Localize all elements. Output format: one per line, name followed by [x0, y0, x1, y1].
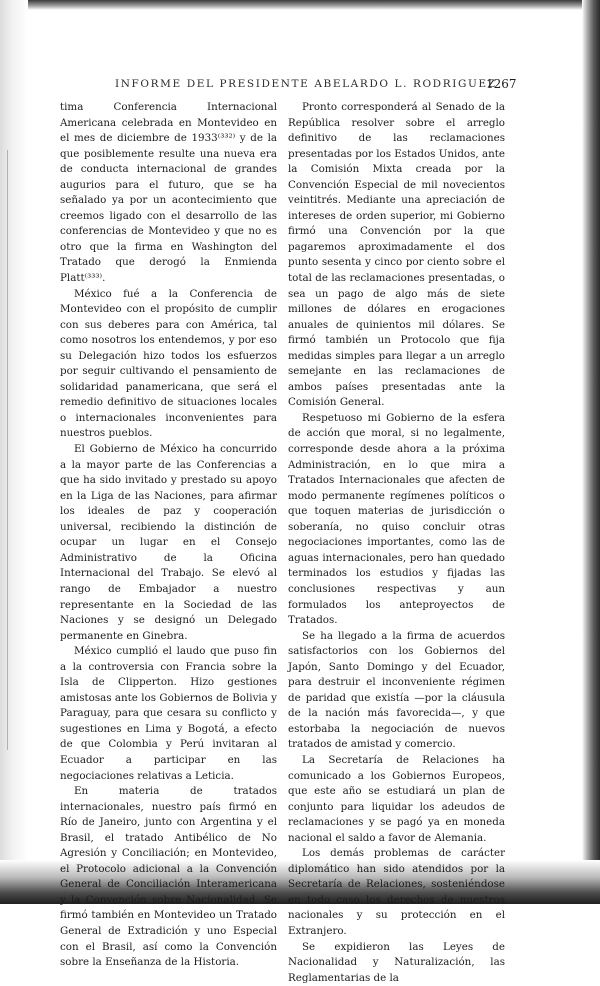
running-title: INFORME DEL PRESIDENTE ABELARDO L. RODRIGUEZ	[115, 78, 497, 90]
paragraph: En materia de tratados internacionales, nuestro país firmó en Río de Janeiro, junto con Argentina y el Brasil, el tratado Antibélico de No Agresión y Conciliación; en Montevideo, el Protocolo adicional a la Convención General de Conciliación Interamericana y la Convención sobre Nacionalidad. Se firmó también en Montevideo un Tratado General de Extradición y uno Especial con el Brasil, así como la Convención sobre la Enseñanza de la Historia.	[60, 785, 277, 969]
paragraph: México cumplió el laudo que puso fin a la controversia con Francia sobre la Isla de Clipperton. Hizo gestiones amistosas ante los Gobiernos de Bolivia y Paraguay, para que cesara su conflicto y sugestiones en Lima y Bogotá, a efecto de que Colombia y Perú invitaran al Ecuador a participar en las negociaciones relativas a Leticia.	[60, 645, 277, 782]
paragraph: Respetuoso mi Gobierno de la esfera de acción que moral, si no legalmente, corresponde desde ahora a la próxima Administración, en lo que mira a Tratados Internacionales que afecten de modo permanente regímenes políticos o que toquen materias de jurisdicción o soberanía, no quiso concluir otras negociaciones importantes, como las de aguas internacionales, pero han quedado terminados los estudios y fijadas las conclusiones respectivas y aun formulados los anteproyectos de Tratados.	[288, 411, 505, 627]
scan-top-shadow	[0, 0, 600, 10]
scan-left-edge	[0, 0, 28, 904]
right-column	[288, 100, 505, 986]
left-column	[60, 100, 277, 971]
page-number: 1267	[486, 77, 517, 91]
paragraph: El Gobierno de México ha concurrido a la mayor parte de las Conferencias a que ha sido invitado y prestado su apoyo en la Liga de las Naciones, para afirmar los ideales de paz y cooperación universal, recibiendo la distinción de ocupar un lugar en el Consejo Administrativo de la Oficina Internacional del Trabajo. Se elevó al rango de Embajador a nuestro representante en la Sociedad de las Naciones y se designó un Delegado permanente en Ginebra.	[60, 443, 277, 642]
paragraph: Pronto corresponderá al Senado de la República resolver sobre el arreglo definitivo de las reclamaciones presentadas por los Estados Unidos, ante la Comisión Mixta creada por la Convención Especial de mil novecientos veintitrés. Mediante una apreciación de intereses de orden superior, mi Gobierno firmó una Convención por la que pagaremos aproximadamente el dos punto sesenta y cinco por ciento sobre el total de las reclamaciones presentadas, o sea un pago de algo más de siete millones de dólares en erogaciones anuales de quinientos mil dólares. Se firmó también un Protocolo que fija medidas simples para llegar a un arreglo semejante en las reclamaciones de ambos países presentadas ante la Comisión General.	[288, 101, 505, 409]
paragraph: México fué a la Conferencia de Montevideo con el propósito de cumplir con sus deberes para con América, tal como nosotros los entendemos, y por eso su Delegación hizo todos los esfuerzos por seguir cultivando el pensamiento de solidaridad panamericana, que será el remedio definitivo de situaciones locales o internacionales inconvenientes para nuestros pueblos.	[60, 287, 277, 440]
paragraph: tima Conferencia Internacional Americana celebrada en Montevideo en el mes de diciembre de 1933⁽³³²⁾ y de la que posiblemente resulte una nueva era de conducta internacional de grandes augurios para el futuro, que se ha señalado ya por un acontecimiento que creemos ligado con el desarrollo de las conferencias de Montevideo y que no es otro que la firma en Washington del Tratado que derogó la Enmienda Platt⁽³³³⁾.	[60, 101, 277, 285]
paragraph: Se ha llegado a la firma de acuerdos satisfactorios con los Gobiernos del Japón, Santo Domingo y del Ecuador, para destruir el inconveniente régimen de paridad que existía —por la cláusula de la nación más favorecida—, y que estorbaba la negociación de nuevos tratados de amistad y comercio.	[288, 629, 505, 751]
paragraph: La Secretaría de Relaciones ha comunicado a los Gobiernos Europeos, que este año se estudiará un plan de conjunto para liquidar los adeudos de reclamaciones y se pagó ya en moneda nacional el saldo a favor de Alemania.	[288, 753, 505, 844]
paragraph: Los demás problemas de carácter diplomático han sido atendidos por la Secretaría de Relaciones, sosteniéndose en todo caso los derechos de nuestros nacionales y su protección en el Extranjero.	[288, 847, 505, 937]
paragraph: Se expidieron las Leyes de Nacionalidad y Naturalización, las Reglamentarias de la	[288, 940, 505, 984]
scan-right-shadow	[582, 0, 600, 904]
